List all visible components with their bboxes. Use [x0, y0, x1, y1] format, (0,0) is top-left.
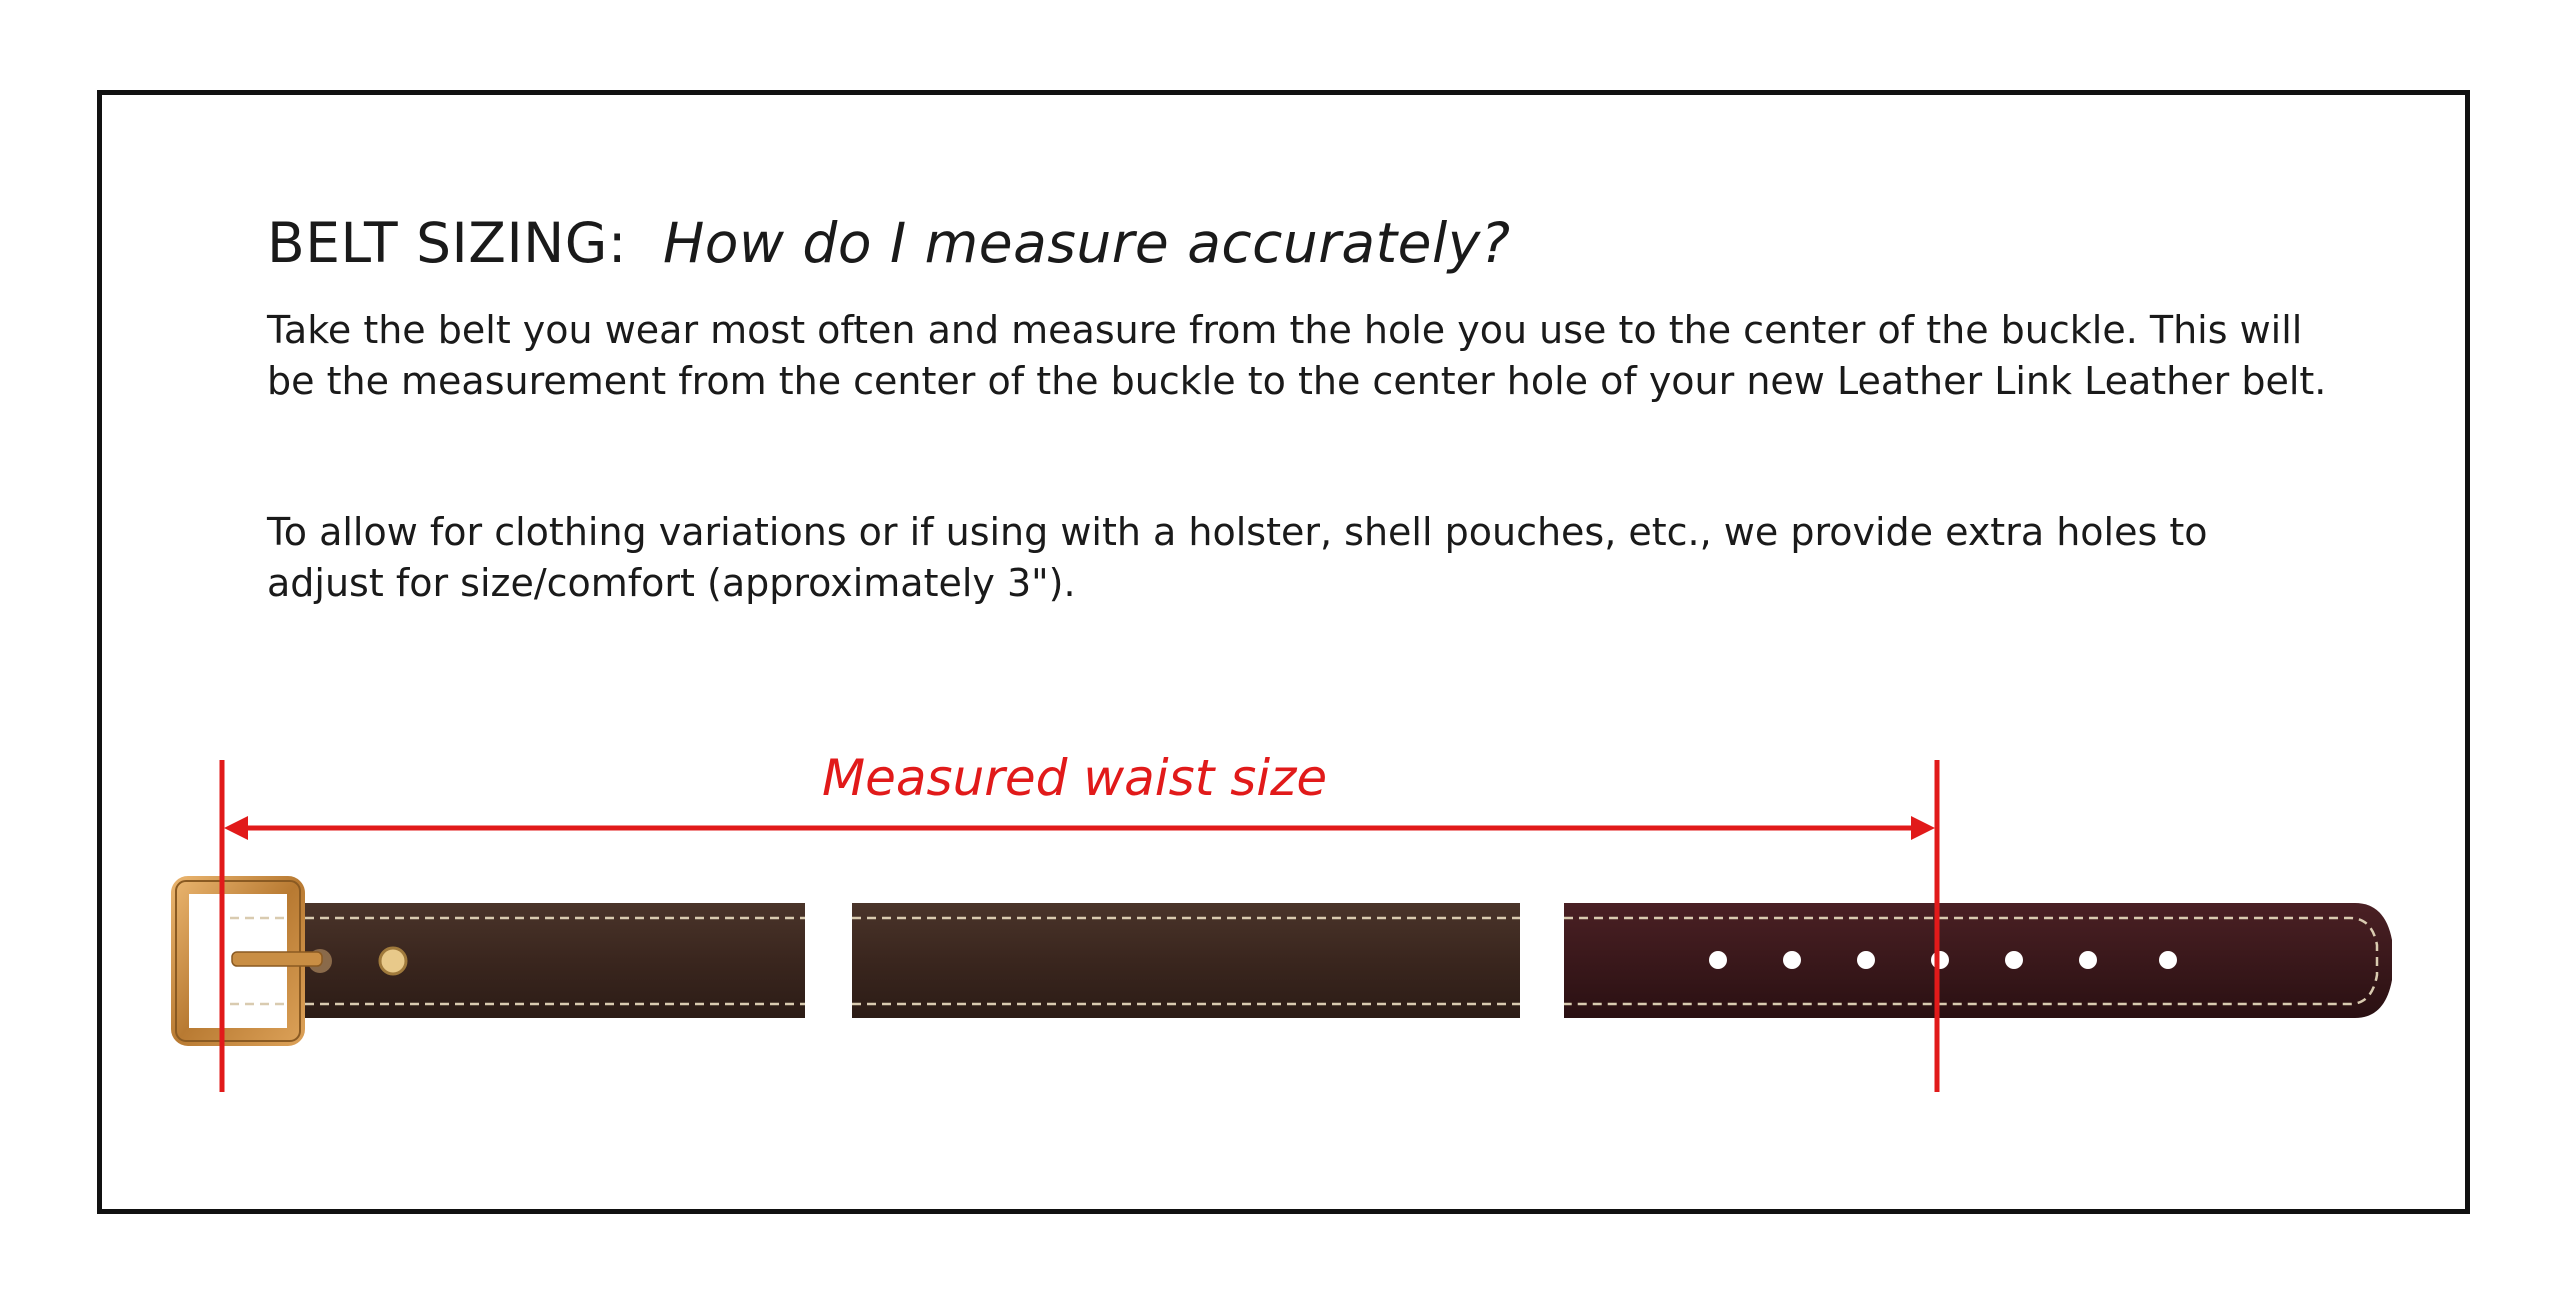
belt-hole — [1857, 951, 1875, 969]
title-question: How do I measure accurately? — [662, 211, 1511, 275]
belt-section-middle — [852, 903, 1520, 1018]
instructions-paragraph-2: To allow for clothing variations or if using with a holster, shell pouches, etc., we provide extra holes to adjust for size/comfort (approximately 3"). — [267, 510, 2208, 605]
title-main: BELT SIZING: — [267, 211, 627, 275]
belt-section-tip-end — [1564, 903, 2392, 1018]
belt-strap-left — [290, 903, 805, 1018]
belt-hole — [1783, 951, 1801, 969]
arrow-right-icon — [1911, 816, 1935, 840]
buckle-icon — [176, 881, 322, 1041]
belt-strap-right — [1564, 903, 2392, 1018]
arrow-left-icon — [224, 816, 248, 840]
belt-hole — [2159, 951, 2177, 969]
belt-section-buckle-end — [176, 881, 805, 1041]
belt-hole — [2079, 951, 2097, 969]
measured-waist-label: Measured waist size — [822, 749, 1328, 807]
belt-hole — [1931, 951, 1949, 969]
instructions-paragraph-1: Take the belt you wear most often and measure from the hole you use to the center of the buckle. This will be the measurement from the center of the buckle to the center hole of your new Leather Link Leather belt. — [267, 308, 2327, 403]
belt-hole — [1709, 951, 1727, 969]
belt-strap-middle — [852, 903, 1520, 1018]
belt-hole — [2005, 951, 2023, 969]
rivet — [380, 948, 406, 974]
